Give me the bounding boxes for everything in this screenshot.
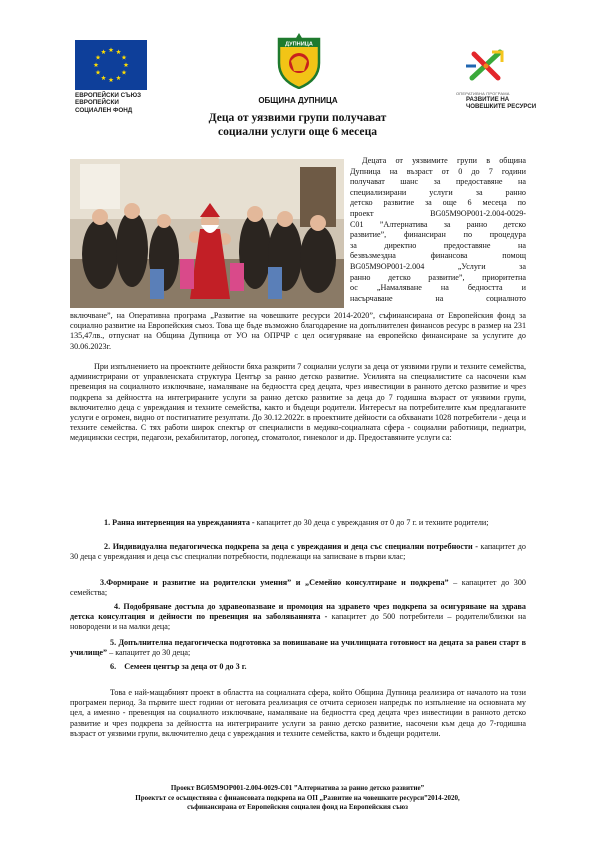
intro-line: ос „Намаляване на бедността и — [350, 283, 526, 293]
service-text: – капацитет до 30 деца; — [107, 648, 191, 658]
intro-rest: включване”, на Оперативна програма „Развитие на човешките ресурси 2014-2020”, съфинансирана от Европейския фонд за социално развитие на Европейския съюз. Това ще бъде възможно благодарение на допълнителен финансов ресурс в размер на 231 135,47лв., отпуснат на Община Дупница от УО на ОПРЧР с цел осигуряване на европейско финансиране за услугите до 30.06.2023г. — [70, 311, 526, 351]
service-item-2 — [70, 542, 526, 562]
eu-label-line: СОЦИАЛЕН ФОНД — [75, 106, 133, 114]
op-label — [466, 96, 546, 110]
service-title: 6. Семеен център за деца от 0 до 3 г. — [110, 662, 247, 671]
service-item-3 — [70, 578, 526, 598]
service-title: 4. Подобряване достъпа до здравеопазване и промоция на здравето чрез подкрепа за осигуряване на здрава детска консултация и дейности по превенция на заболяванията - — [70, 602, 526, 622]
op-small-label: ОПЕРАТИВНА ПРОГРАМА — [456, 91, 510, 96]
municipality-name: ОБЩИНА ДУПНИЦА — [258, 96, 338, 105]
service-item-4 — [70, 602, 526, 633]
intro-line: проект BG05M9OP001-2.004-0029- — [350, 209, 526, 218]
intro-line: за директно предоставяне на — [350, 240, 526, 250]
intro-line: BG05M9OP001-2.004 „Услуги за — [350, 262, 526, 271]
service-text: – капацитет до 300 семейства; — [70, 578, 526, 598]
eu-flag-icon — [75, 40, 147, 90]
intro-line: развитие”, финансиран по процедура — [350, 230, 526, 240]
service-text: капацитет до 500 потребители – родители/близки на новородени и на малки деца; — [70, 612, 526, 632]
crest-banner-text: ДУПНИЦА — [285, 41, 313, 48]
op-hrd-logo — [452, 48, 522, 88]
op-label-line: ЧОВЕШКИТЕ РЕСУРСИ — [466, 103, 537, 111]
intro-line: специализирани услуги за ранно — [350, 187, 526, 197]
intro-line: Дупница на възраст от 0 до 7 години — [350, 166, 526, 176]
group-photo — [70, 159, 344, 308]
service-item-6 — [70, 662, 526, 672]
intro-line: получават шанс за предоставяне на — [350, 177, 526, 187]
service-title: 2. Индивидуална педагогическа подкрепа за деца с увреждания и деца със специални потребности - — [104, 542, 478, 551]
crest-icon — [276, 33, 322, 89]
service-item-5 — [70, 638, 526, 658]
group-photo-icon — [70, 159, 344, 308]
op-hrd-icon — [452, 48, 522, 88]
footer-line: Проектът се осъществява с финансовата подкрепа на ОП „Развитие на човешките ресурси”2014-2020, — [135, 793, 460, 802]
service-title: 3.Формиране и развитие на родителски умения” и „Семейно консултиране и подкрепа” — [100, 578, 449, 587]
intro-line: насърчаване на социалното — [350, 293, 526, 303]
footer-line: Проект BG05M9OP001-2.004-0029-C01 ”Алтернатива за ранно детско развитие” — [170, 784, 425, 792]
article-title — [0, 111, 595, 138]
paragraph-2: При изпълнението на проектните дейности бяха разкрити 7 социални услуги за деца от уязвими групи и техните семейства, администрирани от управленската структура Център за ранно детско развитие. Усилията на специалистите са насочени към превенция на социалното изключване, намаляване на бедността сред децата, чрез инвестиции в ранното детско развитие и чрез подкрепа за дейността на интегрираните услуги за ранно детско развитие за деца до 7 годишна възраст от уязвими групи, включително деца с увреждания и техните семейства, както и бъдещи родители. Интересът на потребителите към предлаганите услуги е огромен, видно от постигнатите резултати. До 30.12.2022г. в проектните дейности са обхванати 1028 потребители - деца и техните семейства. С тях работи широк спектър от специалисти в медико-социалната сфера - социални работници, педиатри, медицински сестри, педагози, рехабилитатор, логопед, стоматолог, гинеколог и др. Предоставяните услуги са: — [70, 362, 526, 443]
footer — [0, 784, 595, 813]
title-line: Деца от уязвими групи получават — [208, 111, 387, 124]
intro-line: Децата от уязвимите групи в община — [362, 156, 526, 165]
intro-line: ранно детско развитие”, приоритетна — [350, 272, 526, 282]
service-text: капацитет до 30 деца с увреждания от 0 до 7 г. и техните родители; — [254, 518, 489, 527]
eu-label-line: ЕВРОПЕЙСКИ СЪЮЗ — [75, 92, 142, 99]
service-title: 5. Допълнителна педагогическа подготовка за повишаване на училищната готовност на децата за равен старт в училище” — [70, 638, 526, 658]
op-label-line: РАЗВИТИЕ НА — [466, 96, 510, 103]
service-text: капацитет до 30 деца с увреждания и деца със специални потребности, подлежащи на записване в първи клас; — [70, 542, 526, 562]
municipality-crest — [276, 33, 322, 89]
intro-line: безвъзмездна финансова помощ — [350, 251, 526, 261]
title-line: социални услуги още 6 месеца — [217, 124, 378, 138]
service-item-1 — [70, 518, 526, 528]
eu-logo — [75, 40, 147, 90]
footer-line: съфинансирана от Европейския социален фонд на Европейския съюз — [187, 803, 408, 811]
service-title: 1. Ранна интервенция на уврежданията - — [104, 518, 255, 527]
intro-line: детско развитие за още 6 месеца по — [350, 198, 526, 208]
paragraph-3: Това е най-мащабният проект в областта на социалната сфера, който Община Дупница реализира от началото на този програмен период. За първите шест години от неговата реализация се отчита сериозен напредък по изпълнение на основната му цел, а именно - превенция на социалното изключване, намаляване на бедността сред децата чрез инвестиции в ранното детско развитие и чрез подкрепа за дейността на интегрираните услуги за ранно детско развитие, насочени към деца до 7-годишна възраст от уязвими групи, включително деца с увреждания и техните семейства, както и бъдещи родители. — [70, 688, 526, 738]
eu-label-line: ЕВРОПЕЙСКИ — [75, 99, 119, 107]
intro-line: C01 ”Алтернатива за ранно детско — [350, 219, 526, 229]
